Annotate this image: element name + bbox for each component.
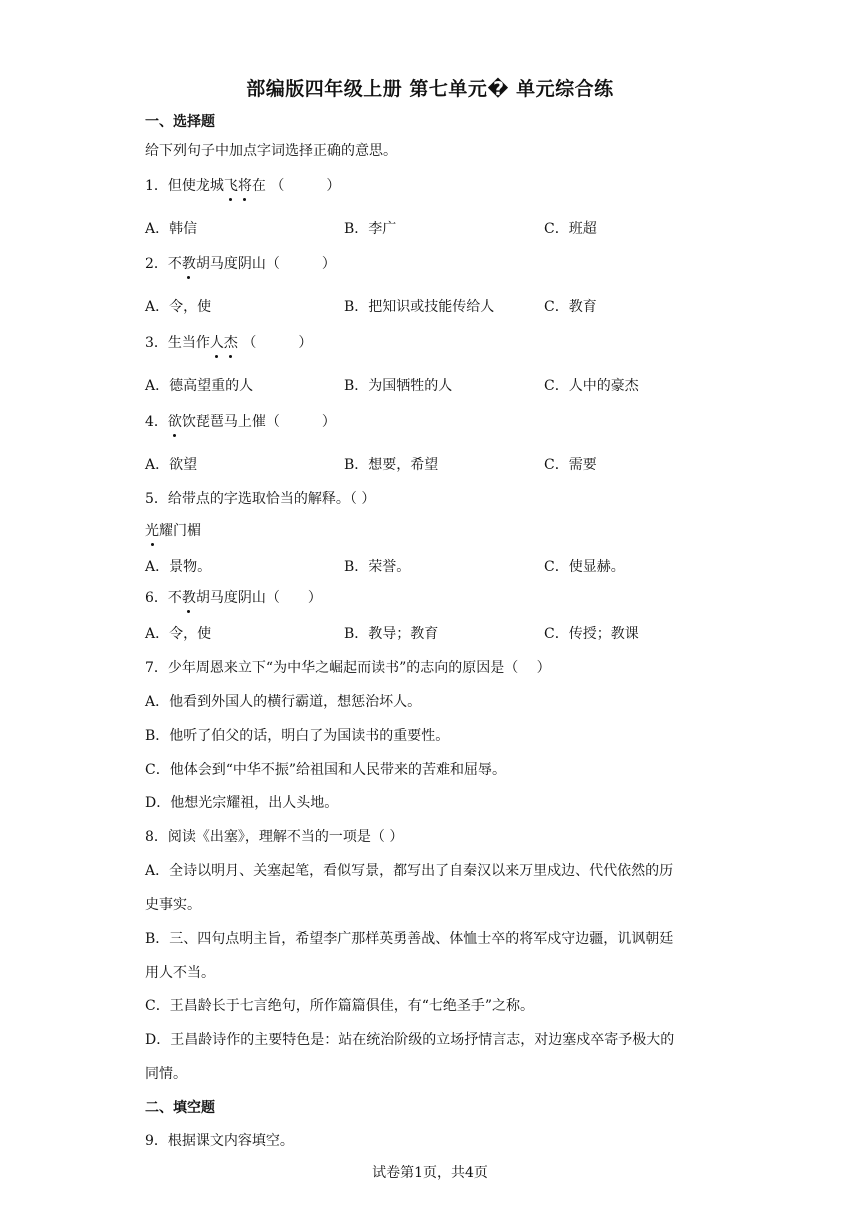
- q2-option-a: A．令，使: [145, 299, 212, 315]
- q8-option-a-line2: 史事实。: [145, 897, 201, 913]
- q5-phrase: [145, 521, 201, 541]
- q2-prefix: 2．不: [145, 256, 182, 272]
- question-4: [145, 412, 336, 432]
- q6-option-c: C．传授；教课: [544, 626, 639, 642]
- q1-option-c: C．班超: [544, 221, 597, 237]
- section-heading-fill: 二、填空题: [145, 1100, 215, 1116]
- q3-dotted-char-2: 杰: [223, 335, 238, 351]
- q4-dotted-char: 欲: [167, 414, 182, 430]
- q7-option-c: C．他体会到“中华不振”给祖国和人民带来的苦难和屈辱。: [145, 762, 507, 778]
- question-2: [145, 254, 336, 274]
- page-title: 部编版四年级上册 第七单元� 单元综合练: [246, 78, 614, 100]
- q5-option-c: C．使显赫。: [544, 559, 625, 575]
- q2-option-b: B．把知识或技能传给人: [344, 299, 495, 315]
- question-5: 5．给带点的字选取恰当的解释。（ ）: [145, 491, 376, 507]
- question-8: 8．阅读《出塞》，理解不当的一项是（ ）: [145, 829, 404, 845]
- q6-prefix: 6．不: [145, 590, 182, 606]
- q8-option-b-line1: B．三、四句点明主旨，希望李广那样英勇善战、体恤士卒的将军戍守边疆，讥讽朝廷: [145, 931, 674, 947]
- q1-prefix: 1．但使龙城: [145, 178, 224, 194]
- question-6: [145, 588, 322, 608]
- q1-dotted-char-1: 飞: [223, 178, 238, 194]
- q5-option-b: B．荣誉。: [344, 559, 411, 575]
- question-3: [145, 333, 312, 353]
- q1-suffix: 在 （ ）: [251, 178, 341, 194]
- q4-option-c: C．需要: [544, 457, 597, 473]
- q4-option-a: A．欲望: [145, 457, 198, 473]
- question-7: 7．少年周恩来立下“为中华之崛起而读书”的志向的原因是（ ）: [145, 660, 551, 676]
- q2-dotted-char: 教: [181, 256, 196, 272]
- q6-suffix: 胡马度阴山（ ）: [195, 590, 322, 606]
- q6-option-b: B．教导；教育: [344, 626, 439, 642]
- q8-option-b-line2: 用人不当。: [145, 965, 215, 981]
- page-footer: 试卷第1页，共4页: [372, 1165, 488, 1181]
- q1-dotted-char-2: 将: [237, 178, 252, 194]
- q5-option-a: A．景物。: [145, 559, 212, 575]
- q3-prefix: 3．生当作: [145, 335, 210, 351]
- q6-dotted-char: 教: [181, 590, 196, 606]
- q3-option-b: B．为国牺牲的人: [344, 378, 453, 394]
- q1-option-b: B．李广: [344, 221, 397, 237]
- q7-option-a: A．他看到外国人的横行霸道，想惩治坏人。: [145, 694, 422, 710]
- q8-option-d-line1: D．王昌龄诗作的主要特色是：站在统治阶级的立场抒情言志，对边塞戍卒寄予极大的: [145, 1032, 675, 1048]
- q8-option-c: C．王昌龄长于七言绝句，所作篇篇俱佳，有“七绝圣手”之称。: [145, 998, 535, 1014]
- section-heading-choice: 一、选择题: [145, 114, 215, 130]
- q8-option-a-line1: A．全诗以明月、关塞起笔，看似写景，都写出了自秦汉以来万里戍边、代代依然的历: [145, 863, 674, 879]
- q5-phrase-rest: 耀门楣: [159, 523, 201, 539]
- q3-option-c: C．人中的豪杰: [544, 378, 639, 394]
- q4-prefix: 4．: [145, 414, 168, 430]
- q7-option-d: D．他想光宗耀祖，出人头地。: [145, 795, 339, 811]
- q4-suffix: 饮琵琶马上催（ ）: [181, 414, 336, 430]
- q3-dotted-char-1: 人: [209, 335, 224, 351]
- q4-option-b: B．想要，希望: [344, 457, 439, 473]
- q2-suffix: 胡马度阴山（ ）: [195, 256, 336, 272]
- q2-option-c: C．教育: [544, 299, 597, 315]
- q5-dotted-char: 光: [145, 523, 159, 539]
- q7-option-b: B．他听了伯父的话，明白了为国读书的重要性。: [145, 728, 450, 744]
- q8-option-d-line2: 同情。: [145, 1066, 187, 1082]
- question-9: 9．根据课文内容填空。: [145, 1133, 294, 1149]
- instruction-text: 给下列句子中加点字词选择正确的意思。: [145, 143, 397, 159]
- q1-option-a: A．韩信: [145, 221, 198, 237]
- q3-suffix: （ ）: [237, 335, 313, 351]
- q3-option-a: A．德高望重的人: [145, 378, 254, 394]
- question-1: [145, 176, 340, 196]
- q6-option-a: A．令，使: [145, 626, 212, 642]
